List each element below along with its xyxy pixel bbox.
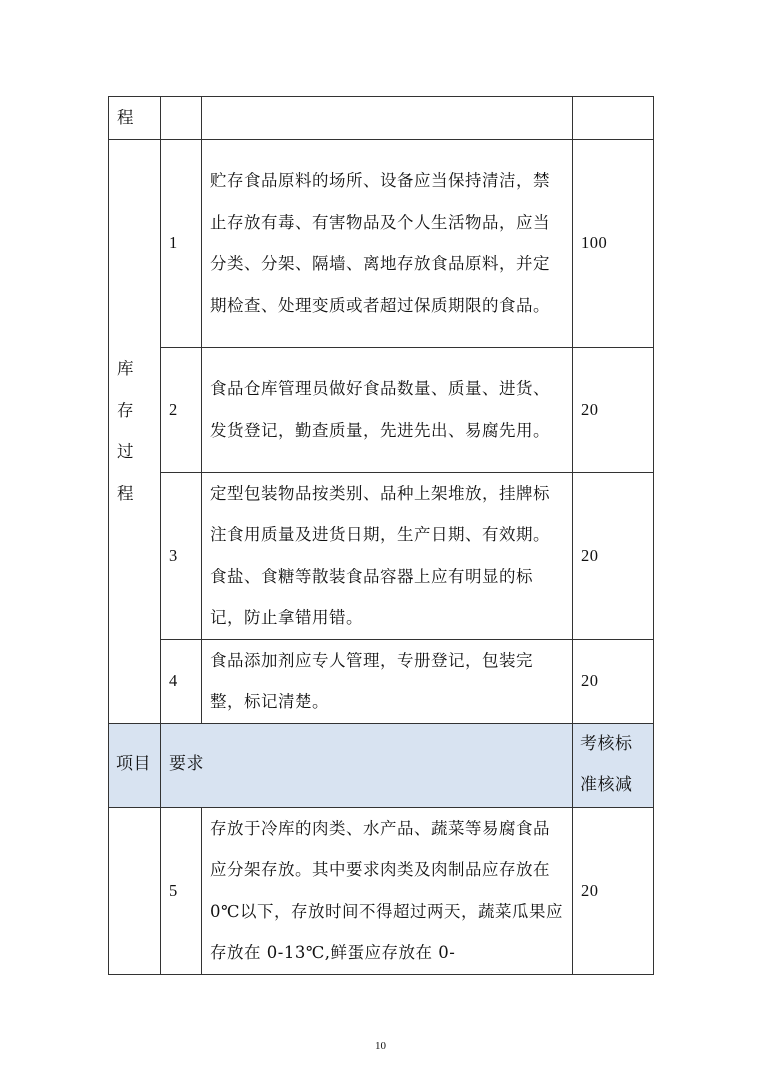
item-number: 2 [161,347,202,472]
requirement-text: 贮存食品原料的场所、设备应当保持清洁，禁止存放有毒、有害物品及个人生活物品，应当分类、分架、隔墙、离地存放食品原料，并定期检查、处理变质或者超过保质期限的食品。 [202,139,573,347]
table-row [109,347,654,472]
deduction-score: 20 [573,639,654,723]
stage-char: 存 [117,400,134,420]
req-cell-empty [202,97,573,140]
header-requirement: 要求 [161,723,573,807]
stage-char: 程 [117,483,134,503]
deduction-score: 20 [573,807,654,974]
table-row [109,139,654,347]
table-row [109,639,654,723]
item-number: 1 [161,139,202,347]
requirement-text: 存放于冷库的肉类、水产品、蔬菜等易腐食品应分架存放。其中要求肉类及肉制品应存放在 0℃以下，存放时间不得超过两天，蔬菜瓜果应存放在 0-13℃,鲜蛋应存放在 0- [202,807,573,974]
deduction-score: 20 [573,347,654,472]
stage-cell-tail: 程 [109,97,161,140]
header-item: 项目 [109,723,161,807]
item-number: 5 [161,807,202,974]
page-number: 10 [375,1040,386,1052]
table-row [109,472,654,639]
requirement-text: 食品仓库管理员做好食品数量、质量、进货、发货登记，勤查质量，先进先出、易腐先用。 [202,347,573,472]
header-deduction: 考核标准核减 [573,723,654,807]
stage-label [117,348,152,514]
requirement-text: 定型包装物品按类别、品种上架堆放，挂牌标注食用质量及进货日期，生产日期、有效期。食盐、食糖等散装食品容器上应有明显的标记，防止拿错用错。 [202,472,573,639]
stage-cell-empty [109,807,161,974]
item-number: 3 [161,472,202,639]
table-row-continuation [109,97,654,140]
num-cell-empty [161,97,202,140]
deduction-score: 20 [573,472,654,639]
inspection-table [108,96,654,975]
deduction-score: 100 [573,139,654,347]
table-row [109,807,654,974]
stage-cell-storage [109,139,161,723]
item-number: 4 [161,639,202,723]
table-header-row [109,723,654,807]
stage-char: 过 [117,442,134,461]
stage-char: 库 [117,359,134,378]
requirement-text: 食品添加剂应专人管理，专册登记，包装完整，标记清楚。 [202,639,573,723]
score-cell-empty [573,97,654,140]
